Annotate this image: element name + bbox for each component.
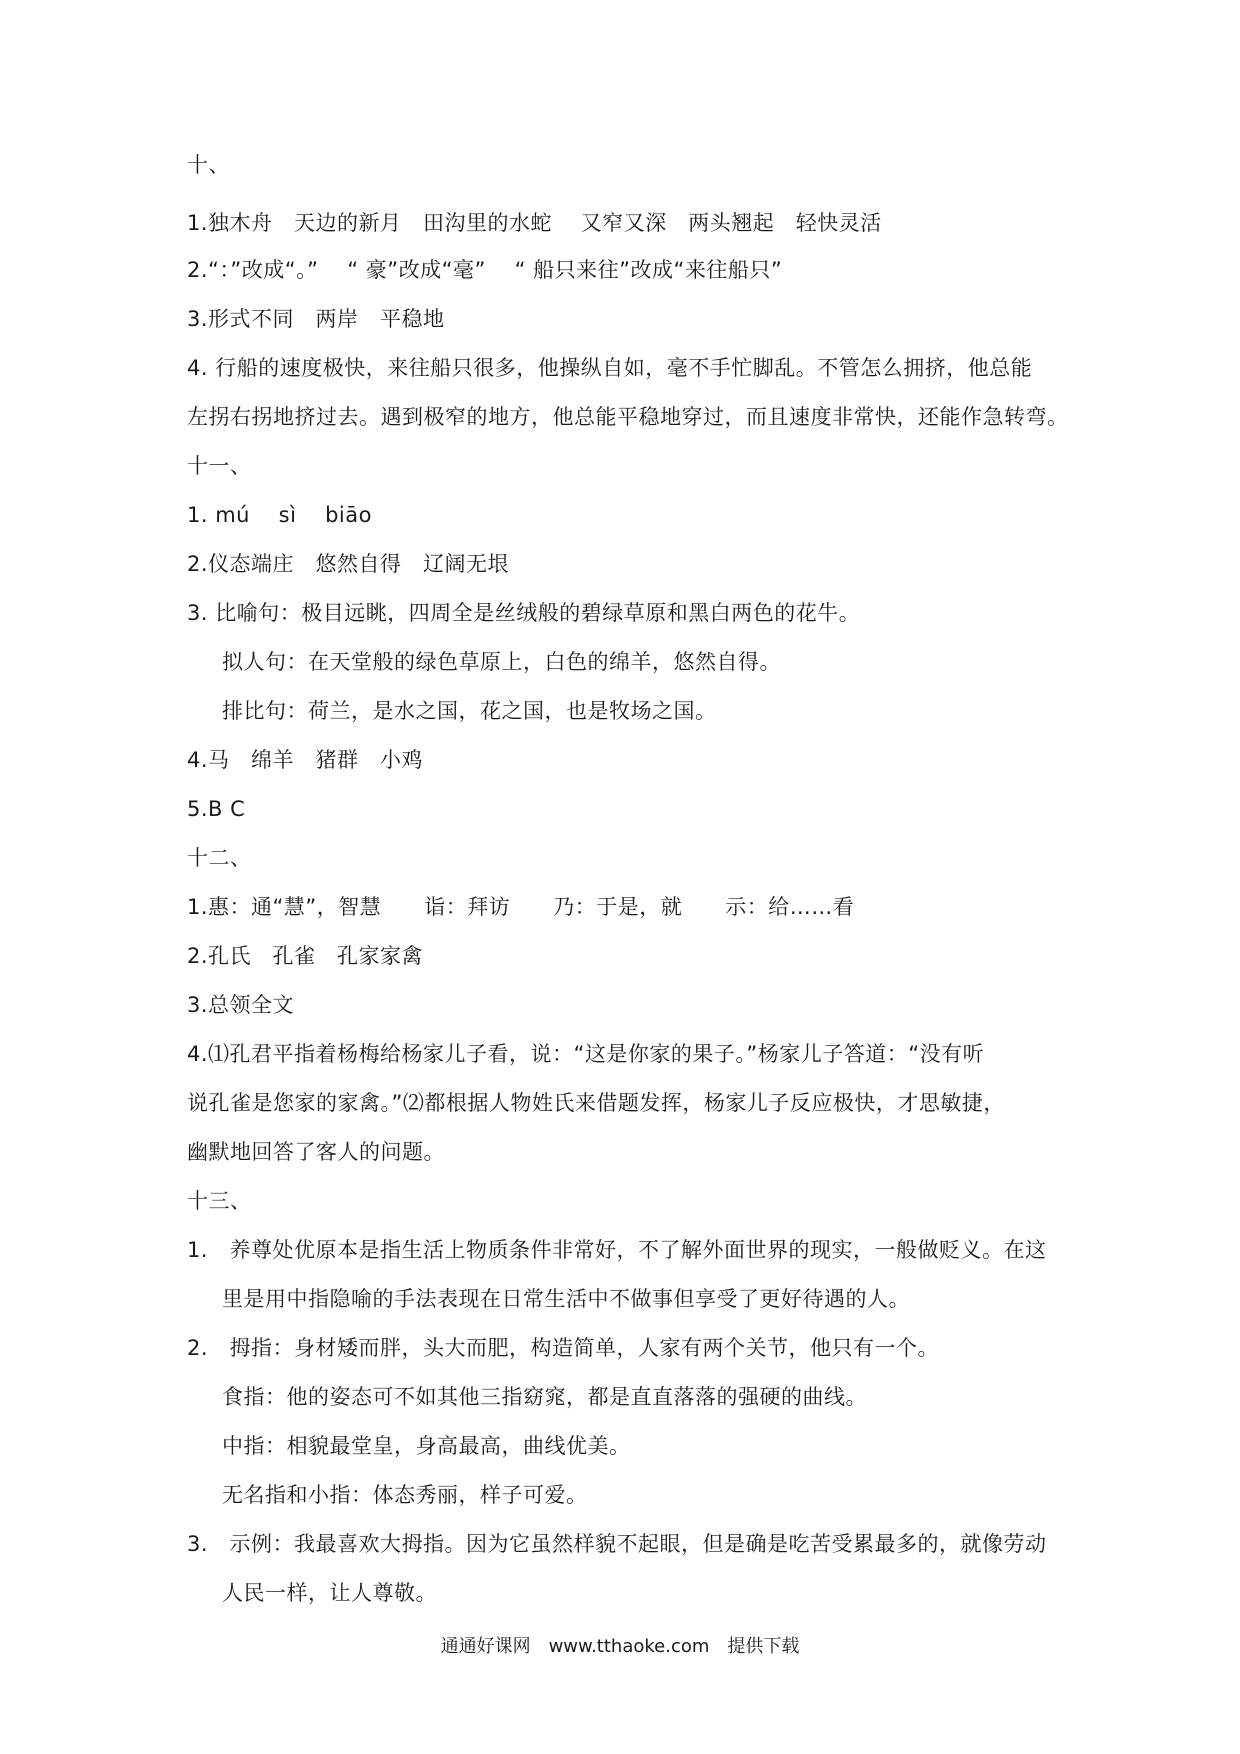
answer-line: 说孔雀是您家的家禽。”⑵都根据人物姓氏来借题发挥，杨家儿子反应极快，才思敏捷， <box>187 1091 1005 1115</box>
answer-line: 3.总领全文 <box>187 993 295 1017</box>
answer-line: 里是用中指隐喻的手法表现在日常生活中不做事但享受了更好待遇的人。 <box>222 1287 910 1311</box>
answer-line: 4.⑴孔君平指着杨梅给杨家儿子看，说：“这是你家的果子。”杨家儿子答道：“没有听 <box>187 1042 985 1066</box>
answer-line: 3. 比喻句：极目远眺，四周全是丝绒般的碧绿草原和黑白两色的花牛。 <box>187 601 861 625</box>
answer-line: 1. mú sì biāo <box>187 503 372 527</box>
section-heading-10: 十、 <box>187 153 230 177</box>
section-heading-13: 十三、 <box>187 1189 252 1213</box>
answer-line: 左拐右拐地挤过去。遇到极窄的地方，他总能平稳地穿过，而且速度非常快，还能作急转弯。 <box>187 405 1069 429</box>
answer-line: 1.独木舟 天边的新月 田沟里的水蛇 又窄又深 两头翘起 轻快灵活 <box>187 211 882 235</box>
answer-line: 食指：他的姿态可不如其他三指窈窕，都是直直落落的强硬的曲线。 <box>222 1385 867 1409</box>
answer-line: 1. 养尊处优原本是指生活上物质条件非常好，不了解外面世界的现实，一般做贬义。在这 <box>187 1238 1047 1262</box>
section-heading-11: 十一、 <box>187 454 252 478</box>
answer-line: 4. 行船的速度极快，来往船只很多，他操纵自如，毫不手忙脚乱。不管怎么拥挤，他总能 <box>187 356 1033 380</box>
page-footer: 通通好课网 www.tthaoke.com 提供下载 <box>440 1636 800 1657</box>
section-heading-12: 十二、 <box>187 846 252 870</box>
answer-line: 3.形式不同 两岸 平稳地 <box>187 307 445 331</box>
answer-line: 2.“：”改成“。” “ 豪”改成“毫” “ 船只来往”改成“来往船只” <box>187 258 783 282</box>
answer-line: 2. 拇指：身材矮而胖，头大而肥，构造简单，人家有两个关节，他只有一个。 <box>187 1336 940 1360</box>
answer-line: 拟人句：在天堂般的绿色草原上，白色的绵羊，悠然自得。 <box>222 650 781 674</box>
answer-line: 2.仪态端庄 悠然自得 辽阔无垠 <box>187 552 510 576</box>
answer-line: 排比句：荷兰，是水之国，花之国，也是牧场之国。 <box>222 699 717 723</box>
answer-line: 1.惠：通“慧”，智慧 诣：拜访 乃：于是，就 示：给……看 <box>187 895 855 919</box>
answer-line: 3. 示例：我最喜欢大拇指。因为它虽然样貌不起眼，但是确是吃苦受累最多的，就像劳动 <box>187 1532 1047 1556</box>
answer-line: 2.孔氏 孔雀 孔家家禽 <box>187 944 424 968</box>
answer-line: 5.B C <box>187 797 246 821</box>
answer-line: 4.马 绵羊 猪群 小鸡 <box>187 748 424 772</box>
answer-line: 中指：相貌最堂皇，身高最高，曲线优美。 <box>222 1434 631 1458</box>
answer-line: 人民一样，让人尊敬。 <box>222 1581 437 1605</box>
answer-line: 幽默地回答了客人的问题。 <box>187 1140 445 1164</box>
answer-line: 无名指和小指：体态秀丽，样子可爱。 <box>222 1483 588 1507</box>
